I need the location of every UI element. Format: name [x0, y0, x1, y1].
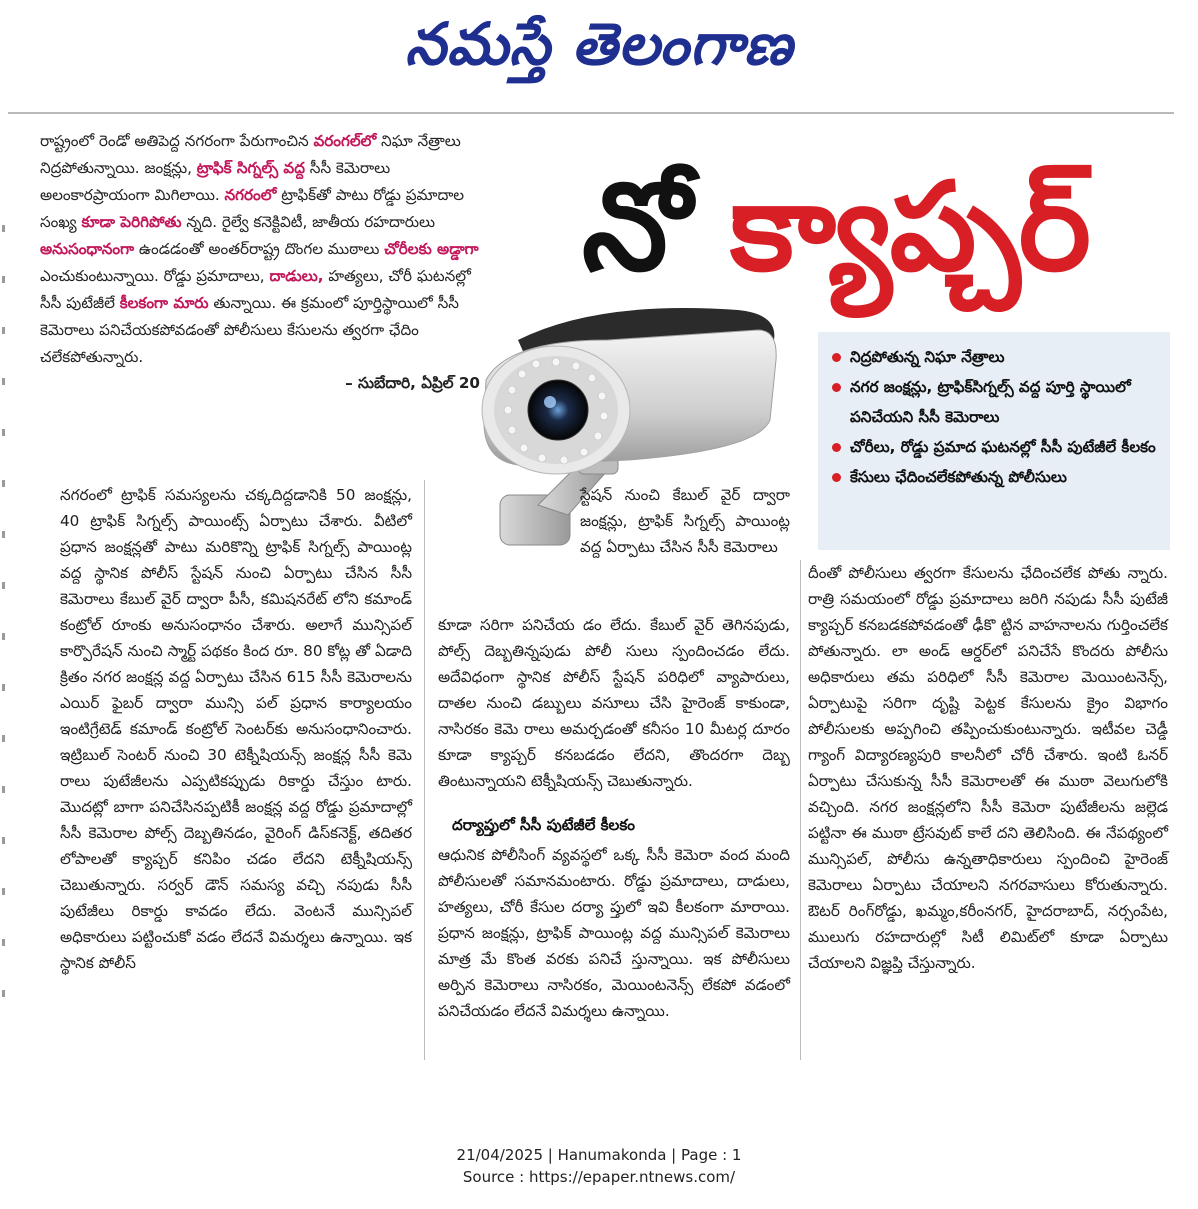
intro-text: నిఘా నేత్రాలు నిద్రపోతున్నాయి. జంక్షన్లు,	[40, 132, 461, 177]
intro-highlight: ట్రాఫిక్ సిగ్నల్స్ వద్ద	[196, 159, 305, 177]
intro-text: ట్రాఫిక్‌తో పాటు రోడ్డు ప్రమాదాల సంఖ్య	[40, 186, 465, 231]
headline-black: నో	[582, 156, 731, 298]
highlight-item: చోరీలు, రోడ్డు ప్రమాద ఘటనల్లో సీసీ పుటేజీలే కీలకం	[828, 432, 1162, 462]
intro-text: న్నది. రైల్వే కనెక్టివిటీ, జాతీయ రహదారులు	[181, 213, 436, 231]
intro-highlight: వరంగల్‌లో	[313, 132, 377, 150]
column-divider	[800, 560, 801, 1060]
intro-text: ఉండడంతో అంతర్‌రాష్ట్ర దొంగల ముఠాలు	[134, 240, 385, 258]
bullet-dot-icon	[832, 443, 841, 452]
body-column-2: కూడా సరిగా పనిచేయ డం లేదు. కేబుల్ వైర్ తెగినపుడు, పోల్స్ దెబ్బతిన్నపుడు పోలీ సులు స్పందించడం లేదు. అదేవిధంగా స్థానిక పోలీస్ స్టేషన్ పరిధిలో వ్యాపారులు, దాతల నుంచి డబ్బులు వసూలు చేసి హైరెంజ్ కాకుండా, నాసిరకం కెమె రాలు అమర్చడంతో కనీసం 10 మీటర్ల దూరం కూడా క్యాప్చర్ కనబడడం లేదని, తొందరగా దెబ్బ తింటున్నాయని టెక్నీషియన్స్ చెబుతున్నారు.	[438, 616, 790, 790]
bullet-dot-icon	[832, 473, 841, 482]
subheading: దర్యాప్తులో సీసీ పుటేజీలే కీలకం	[452, 816, 635, 834]
body-column-3: దీంతో పోలీసులు త్వరగా కేసులను ఛేదించలేక పోతు న్నారు. రాత్రి సమయంలో రోడ్డు ప్రమాదాలు జరిగి నపుడు సీసీ పుటేజీ క్యాప్చర్ కనబడకపోవడంతో ఢీకొ ట్టిన వాహనాలను గుర్తించలేక పోతున్నారు. లా అండ్ ఆర్డర్‌లో పనిచేసే కొందరు పోలీసు అధికారులు తమ పరిధిలో సీసీ కెమెరాల మెయింటనెన్స్, ఏర్పాటుపై సరిగా దృష్టి పెట్టక కేసులను క్రైం విభాగం పోలీసులకు అప్పగించి తప్పించుకుంటున్నారు. ఇటీవల చెడ్డీ గ్యాంగ్ విద్యారణ్యపురి కాలనీలో చోరీ చేశారు. ఇంటి ఓనర్ ఏర్పాటు చేసుకున్న సీసీ కెమెరాలతో ఈ ముఠా వెలుగులోకి వచ్చింది. నగర జంక్షన్లలోని సీసీ కెమెరా పుటేజీలను జల్లెడ పట్టినా ఈ ముఠా ట్రేసవుట్ కాలే దని తెలిసింది. ఈ నేపథ్యంలో మున్సిపల్, పోలీసు ఉన్నతాధికారులు స్పందించి హైరెంజ్ కెమెరాలు ఏర్పాటు చేయాలని నగరవాసులు కోరుతున్నారు. ఔటర్ రింగ్‌రోడ్డు, ఖమ్మం,కరీంనగర్, హైదరాబాద్, నర్సంపేట, ములుగు రహదారుల్లో సిటీ లిమిట్‌లో కూడా ఏర్పాటు చేయాలని విజ్ఞప్తి చేస్తున్నారు.	[808, 564, 1168, 972]
footer-date-edition: 21/04/2025 | Hanumakonda | Page : 1	[456, 1146, 742, 1164]
intro-highlight: కూడా పెరిగిపోతు	[81, 213, 182, 231]
intro-text: సీసీ కెమెరాలు అలంకారప్రాయంగా మిగిలాయి.	[40, 159, 391, 204]
body-column-2-bottom: ఆధునిక పోలీసింగ్ వ్యవస్థలో ఒక్క సీసీ కెమెరా వంద మంది పోలీసులతో సమానమంటారు. రోడ్డు ప్రమాదాలు, దాడులు, హత్యలు, చోరీ కేసుల దర్యా ప్తులో ఇవి కీలకంగా మారాయి. ప్రధాన జంక్షన్లు, ట్రాఫిక్ పాయింట్ల వద్ద మున్సిపల్ కెమెరాలు మాత్ర మే కొంత వరకు పనిచే స్తున్నాయి. ఇక పోలీసులు అర్పిన కెమెరాలు నాసిరకం, మెయింటనెన్స్ లేకపో వడంలో పనిచేయడం లేదనే విమర్శలు ఉన్నాయి.	[438, 846, 790, 1020]
masthead	[0, 0, 1198, 100]
body-column-1: నగరంలో ట్రాఫిక్ సమస్యలను చక్కదిద్దడానికి 50 జంక్షన్లు, 40 ట్రాఫిక్ సిగ్నల్స్ పాయింట్స్ ఏర్పాటు చేశారు. వీటిలో ప్రధాన జంక్షన్లతో పాటు మరికొన్ని ట్రాఫిక్ సిగ్నల్స్ పాయింట్ల వద్ద స్థానిక పోలీస్ స్టేషన్ నుంచి ఏర్పాటు చేసిన సీసీ కెమెరాలు కేబుల్ వైర్ ద్వారా పీసీ, కమిషనరేట్ లోని కమాండ్ కంట్రోల్ రూంకు అనుసంధానం చేశారు. అలాగే మున్సిపల్ కార్పొరేషన్ నుంచి స్మార్ట్ పథకం కింద రూ. 80 కోట్ల తో ఏడాది క్రితం నగర జంక్షన్ల వద్ద ఏర్పాటు చేసిన 615 సీసీ కెమెరాలను ఎయిర్ ఫైబర్ ద్వారా మున్సి పల్ ప్రధాన కార్యాలయం ఇంటిగ్రేటెడ్ కమాండ్ కంట్రోల్ సెంటర్‌కు అనుసంధానించారు. ఇట్రిబుల్ సెంటర్ నుంచి 30 టెక్నీషియన్స్ జంక్షన్ల సీసీ కెమె రాలు పుటేజీలను ఎప్పటికప్పుడు రికార్డు చేస్తుం టారు. మొదట్లో బాగా పనిచేసినప్పటికీ జంక్షన్ల వద్ద రోడ్డు ప్రమాదాల్లో సీసీ కెమెరాల పోల్స్ దెబ్బతినడం, వైరింగ్ డిస్‌కనెక్ట్, తదితర లోపాలతో క్యాప్చర్ కనిపిం చడం లేదని టెక్నీషియన్స్ చెబుతున్నారు. సర్వర్ డౌన్ సమస్య వచ్చి నపుడు సీసీ పుటేజీలు రికార్డు కావడం లేదు. వెంటనే మున్సిపల్ అధికారులు పట్టించుకో వడం లేదనే విమర్శలు ఉన్నాయి. ఇక స్థానిక పోలీస్	[60, 486, 412, 972]
highlight-item: కేసులు ఛేదించలేకపోతున్న పోలీసులు	[828, 462, 1162, 492]
intro-text: ఎంచుకుంటున్నాయి. రోడ్డు ప్రమాదాలు,	[40, 267, 270, 285]
headline-red: క్యాప్చర్	[730, 156, 1089, 298]
body-column-2-top: స్టేషన్ నుంచి కేబుల్ వైర్ ద్వారా జంక్షన్లు, ట్రాఫిక్ సిగ్నల్స్ పాయింట్ల వద్ద ఏర్పాటు చేసిన సీసీ కెమెరాలు	[580, 486, 790, 556]
footer	[0, 1144, 1198, 1188]
highlight-item: నిద్రపోతున్న నిఘా నేత్రాలు	[828, 342, 1162, 372]
masthead-title: నమస్తే తెలంగాణ	[405, 10, 793, 78]
intro-paragraph	[40, 128, 480, 397]
intro-text: హత్యలు, చోరీ ఘటనల్లో సీసీ పుటేజీలే	[40, 267, 471, 312]
left-margin-marks	[0, 225, 8, 1065]
highlight-item: నగర జంక్షన్లు, ట్రాఫిక్‌సిగ్నల్స్ వద్ద పూర్తి స్థాయిలో పనిచేయని సీసీ కెమెరాలు	[828, 372, 1162, 432]
bullet-dot-icon	[832, 353, 841, 362]
intro-highlight: అనుసంధానంగా	[40, 240, 135, 258]
intro-text: తున్నాయి. ఈ క్రమంలో పూర్తిస్థాయిలో సీసీ కెమెరాలు పనిచేయకపోవడంతో పోలీసులు కేసులను త్వరగా ఛేదిం చలేకపోతున్నారు.	[40, 294, 459, 366]
footer-source: Source : https://epaper.ntnews.com/	[462, 1168, 736, 1186]
masthead-divider	[8, 112, 1174, 114]
bullet-dot-icon	[832, 383, 841, 392]
intro-text: రాష్ట్రంలో రెండో అతిపెద్ద నగరంగా పేరుగాంచిన	[40, 132, 314, 150]
intro-highlight: కీలకంగా మారు	[119, 294, 209, 312]
dateline: – సుబేదారి, ఏప్రిల్ 20	[345, 374, 480, 392]
intro-highlight: దాడులు,	[269, 267, 324, 285]
intro-highlight: చోరీలకు అడ్డాగా	[384, 240, 479, 258]
column-divider	[424, 480, 425, 1060]
intro-highlight: నగరంలో	[224, 186, 277, 204]
highlights-box	[818, 332, 1170, 550]
